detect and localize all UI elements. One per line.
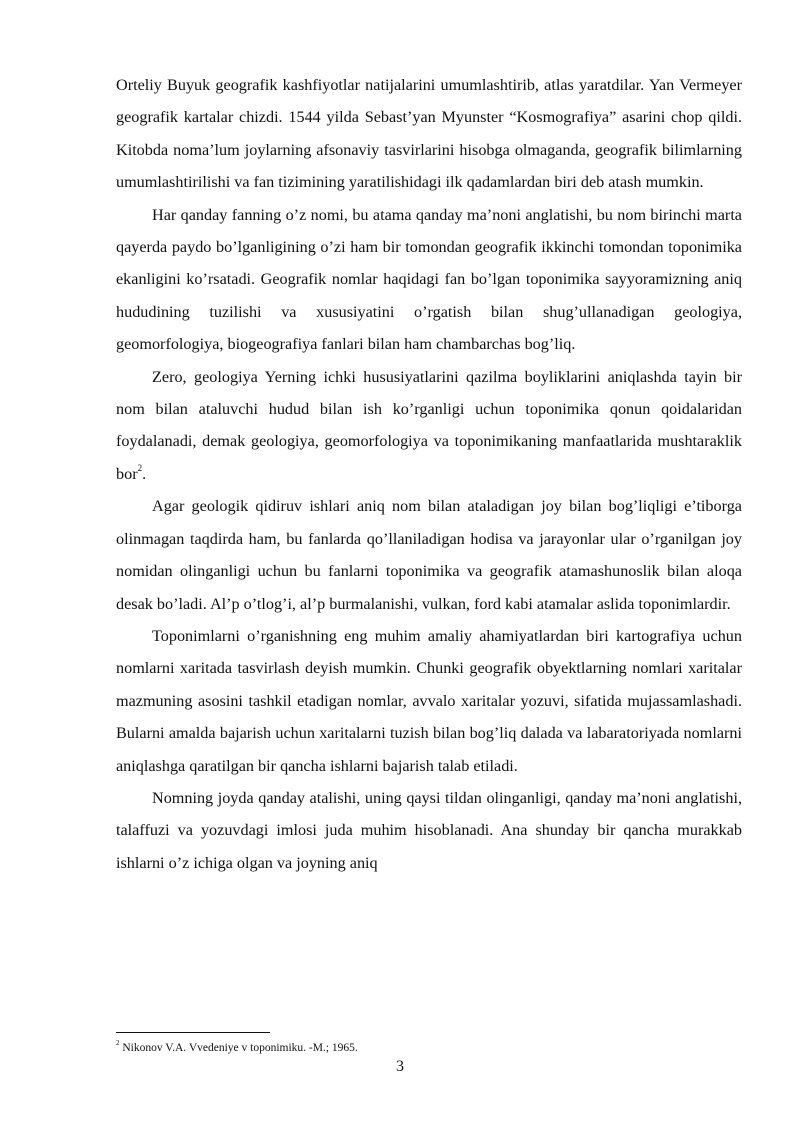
footnote-mark: 2 [116, 1039, 120, 1048]
paragraph-6: Nomning joyda qanday atalishi, uning qaysi tildan olinganligi, qanday ma’noni anglatishi, talaffuzi va yozuvdagi imlosi juda muhim hisoblanadi. Ana shunday bir qancha murakkab ishlarni o’z ichiga olgan va joyning aniq [116, 788, 742, 872]
paragraph-2: Har qanday fanning o’z nomi, bu atama qanday ma’noni anglatishi, bu nom birinchi marta qayerda paydo bo’lganligining o’zi ham bir tomondan geografik ikkinchi tomondan toponimika ekanligini ko’rsatadi. Geografik nomlar haqidagi fan bo’lgan toponimika sayyoramizning aniq hududining tuzilishi va xususiyatini o’rgatish bilan shug’ullanadigan geologiya, geomorfologiya, biogeografiya fanlari bilan ham chambarchas bog’liq. [116, 205, 742, 354]
page-number: 3 [396, 1058, 404, 1075]
paragraph-3 [116, 361, 742, 491]
paragraph-4: Agar geologik qidiruv ishlari aniq nom bilan ataladigan joy bilan bog’liqligi e’tiborga olinmagan taqdirda ham, bu fanlarda qo’llaniladigan hodisa va jarayonlar ular o’rganilgan joy nomidan olinganligi uchun bu fanlarni toponimika va geografik atamashunoslik bilan aloqa desak bo’ladi. Al’p o’tlog’i, al’p burmalanishi, vulkan, ford kabi atamalar aslida toponimlardir. [116, 497, 742, 613]
paragraph-1: Orteliy Buyuk geografik kashfiyotlar natijalarini umumlashtirib, atlas yaratdilar. Yan Vermeyer geografik kartalar chizdi. 1544 yilda Sebast’yan Myunster “Kosmografiya” asarini chop qildi. Kitobda noma’lum joylarning afsonaviy tasvirlarini hisobga olmaganda, geografik bilimlarning umumlashtirilishi va fan tizimining yaratilishidagi ilk qadamlardan biri deb atash mumkin. [116, 76, 742, 192]
footnote-text: Nikonov V.A. Vvedeniye v toponimiku. -M.; 1965. [119, 1042, 358, 1054]
body-text [116, 69, 742, 879]
footnote-divider [116, 1032, 270, 1033]
footnote [116, 1041, 742, 1055]
footnote-reference[interactable]: 2 [137, 463, 143, 474]
paragraph-3-end: . [142, 464, 147, 483]
paragraph-5: Toponimlarni o’rganishning eng muhim amaliy ahamiyatlardan biri kartografiya uchun nomlarni xaritada tasvirlash deyish mumkin. Chunki geografik obyektlarning nomlari xaritalar mazmuning asosini tashkil etadigan nomlar, avvalo xaritalar yozuvi, sifatida mujassamlashadi. Bularni amalda bajarish uchun xaritalarni tuzish bilan bog’liq dalada va labaratoriyada nomlarni aniqlashga qaratilgan bir qancha ishlarni bajarish talab etiladi. [116, 626, 742, 775]
paragraph-3-text: Zero, geologiya Yerning ichki hususiyatlarini qazilma boyliklarini aniqlashda tayin bir nom bilan ataluvchi hudud bilan ish ko’rganligi uchun toponimika qonun qoidalaridan foydalanadi, demak geologiya, geomorfologiya va toponimikaning manfaatlarida mushtaraklik bor [116, 367, 742, 483]
